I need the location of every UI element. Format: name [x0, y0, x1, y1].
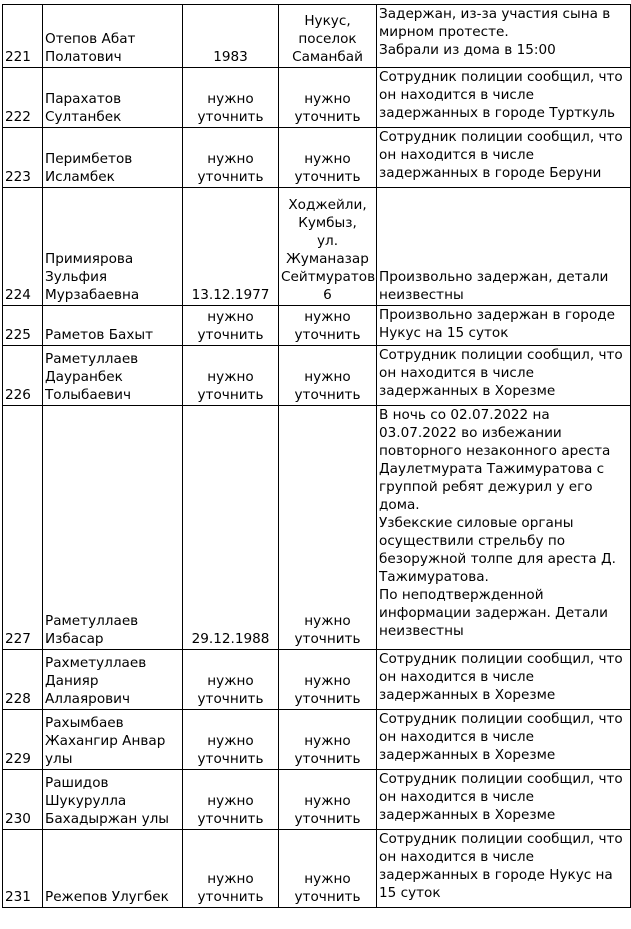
- address: нужно уточнить: [279, 68, 377, 128]
- row-number: 227: [3, 406, 43, 650]
- row-number: 221: [3, 5, 43, 68]
- table-row: [3, 710, 631, 770]
- person-name: Перимбетов Исламбек: [43, 128, 183, 188]
- person-name: Раметуллаев Дауранбек Толыбаевич: [43, 346, 183, 406]
- person-name: Примиярова Зульфия Мурзабаевна: [43, 188, 183, 306]
- details: Сотрудник полиции сообщил, что он находится в числе задержанных в городе Турткуль: [377, 68, 631, 128]
- person-name: Рашидов Шукурулла Бахадыржан улы: [43, 770, 183, 830]
- birth-date: нужно уточнить: [183, 128, 279, 188]
- table-row: [3, 68, 631, 128]
- table-row: [3, 770, 631, 830]
- table-row: [3, 830, 631, 908]
- row-number: 231: [3, 830, 43, 908]
- birth-date: нужно уточнить: [183, 346, 279, 406]
- address: нужно уточнить: [279, 306, 377, 346]
- details: Задержан, из-за участия сына в мирном протесте. Забрали из дома в 15:00: [377, 5, 631, 68]
- address: нужно уточнить: [279, 128, 377, 188]
- row-number: 230: [3, 770, 43, 830]
- row-number: 228: [3, 650, 43, 710]
- person-name: Парахатов Султанбек: [43, 68, 183, 128]
- details: Сотрудник полиции сообщил, что он находится в числе задержанных в городе Беруни: [377, 128, 631, 188]
- birth-date: нужно уточнить: [183, 306, 279, 346]
- address: нужно уточнить: [279, 770, 377, 830]
- person-name: Отепов Абат Полатович: [43, 5, 183, 68]
- address: нужно уточнить: [279, 710, 377, 770]
- table-row: [3, 306, 631, 346]
- birth-date: нужно уточнить: [183, 830, 279, 908]
- row-number: 223: [3, 128, 43, 188]
- birth-date: 13.12.1977: [183, 188, 279, 306]
- table-row: [3, 650, 631, 710]
- address: нужно уточнить: [279, 406, 377, 650]
- birth-date: 29.12.1988: [183, 406, 279, 650]
- details: Сотрудник полиции сообщил, что он находится в числе задержанных в Хорезме: [377, 650, 631, 710]
- table-row: [3, 346, 631, 406]
- birth-date: нужно уточнить: [183, 650, 279, 710]
- table-row: [3, 188, 631, 306]
- row-number: 226: [3, 346, 43, 406]
- address: Нукус, поселок Саманбай: [279, 5, 377, 68]
- address: нужно уточнить: [279, 830, 377, 908]
- row-number: 224: [3, 188, 43, 306]
- person-name: Режепов Улугбек: [43, 830, 183, 908]
- details: Сотрудник полиции сообщил, что он находится в числе задержанных в Хорезме: [377, 710, 631, 770]
- person-name: Раметов Бахыт: [43, 306, 183, 346]
- birth-date: нужно уточнить: [183, 770, 279, 830]
- details: Сотрудник полиции сообщил, что он находится в числе задержанных в Хорезме: [377, 770, 631, 830]
- table-row: [3, 406, 631, 650]
- birth-date: нужно уточнить: [183, 710, 279, 770]
- details: Сотрудник полиции сообщил, что он находится в числе задержанных в Хорезме: [377, 346, 631, 406]
- address: нужно уточнить: [279, 346, 377, 406]
- address: Ходжейли, Кумбыз, ул. Жуманазар Сейтмуратов 6: [279, 188, 377, 306]
- details: В ночь со 02.07.2022 на 03.07.2022 во избежании повторного незаконного ареста Даулетмурата Тажимуратова с группой ребят дежурил у его дома. Узбекские силовые органы осуществили стрельбу по безоружной толпе для ареста Д. Тажимуратова. По неподтвержденной информации задержан. Детали неизвестны: [377, 406, 631, 650]
- birth-date: 1983: [183, 5, 279, 68]
- person-name: Рахымбаев Жахангир Анвар улы: [43, 710, 183, 770]
- person-name: Рахметуллаев Данияр Аллаярович: [43, 650, 183, 710]
- person-name: Раметуллаев Избасар: [43, 406, 183, 650]
- details: Произвольно задержан, детали неизвестны: [377, 188, 631, 306]
- table-row: [3, 5, 631, 68]
- address: нужно уточнить: [279, 650, 377, 710]
- detainee-table: [2, 4, 631, 908]
- row-number: 225: [3, 306, 43, 346]
- details: Произвольно задержан в городе Нукус на 15 суток: [377, 306, 631, 346]
- table-row: [3, 128, 631, 188]
- row-number: 222: [3, 68, 43, 128]
- row-number: 229: [3, 710, 43, 770]
- birth-date: нужно уточнить: [183, 68, 279, 128]
- details: Сотрудник полиции сообщил, что он находится в числе задержанных в городе Нукус на 15 суток: [377, 830, 631, 908]
